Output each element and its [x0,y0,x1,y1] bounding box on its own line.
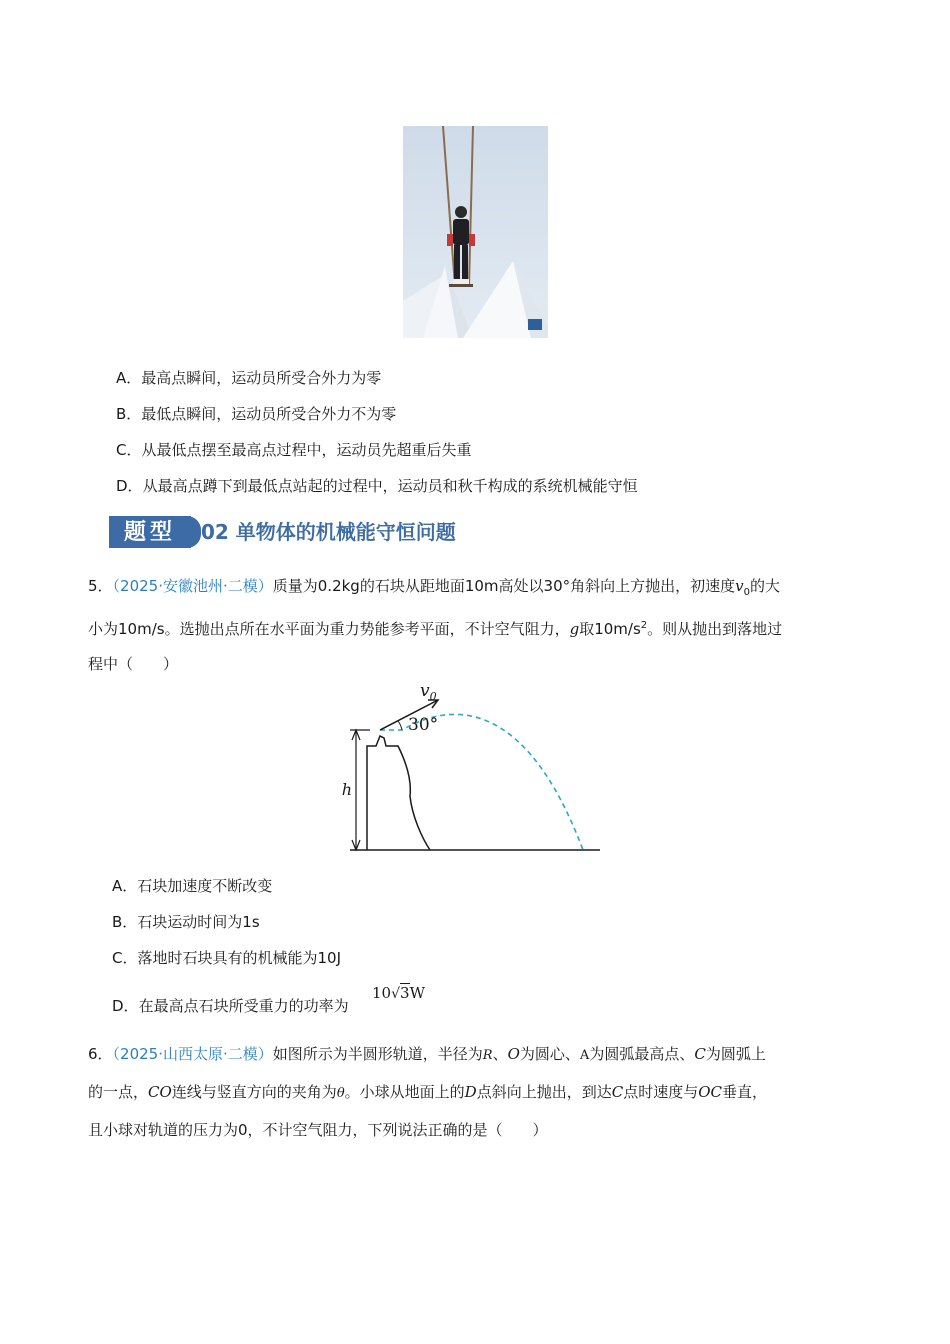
q5-line-1: 5．（2025·安徽池州·二模）质量为0.2kg的石块从距地面10m高处以30°角斜向上方抛出，初速度$v_0$的大 [88,577,780,598]
swing-photo-illustration [403,126,548,338]
q6-line-2: 的一点，CO连线与竖直方向的夹角为θ。小球从地面上的D点斜向上抛出，到达C点时速度与OC垂直， [88,1083,767,1101]
q5-line-3: 程中（ ） [88,655,179,673]
q6-source: （2025·山西太原·二模） [112,1045,273,1063]
q5-option-c: C．落地时石块具有的机械能为10J [112,949,341,967]
g-symbol: g [569,620,580,638]
q5-option-b: B．石块运动时间为1s [112,913,260,931]
cliff-outline [367,736,430,850]
q5-option-d: D．在最高点石块所受重力的功率为 [112,997,349,1015]
v0-symbol: v [735,577,744,595]
power-formula: 10√3W [372,984,425,1002]
section-banner [109,514,481,550]
q6-number: 6． [88,1045,113,1063]
projectile-diagram [340,678,605,858]
angle-label: 30° [408,715,439,735]
q5-number: 5． [88,577,113,595]
banner-badge-tail [187,516,201,548]
q5-option-a: A．石块加速度不断改变 [112,877,273,895]
angle-arc [398,721,402,730]
q5-line-2: 小为10m/s。选抛出点所在水平面为重力势能参考平面，不计空气阻力，g取$10m/s^2$。则从抛出到落地过 [88,620,783,638]
v0-diagram-label: $v_0$ [420,681,437,703]
q5-source: （2025·安徽池州·二模） [112,577,273,595]
banner-badge: 题型 [109,516,191,548]
q4-option-a: A．最高点瞬间，运动员所受合外力为零 [116,369,382,387]
q4-option-d: D．从最高点蹲下到最低点站起的过程中，运动员和秋千构成的系统机械能守恒 [116,477,638,495]
q6-line-1: 6．（2025·山西太原·二模）如图所示为半圆形轨道，半径为R、O为圆心、A为圆弧最高点、C为圆弧上 [88,1045,766,1063]
q6-line-3: 且小球对轨道的压力为0，不计空气阻力，下列说法正确的是（ ） [88,1121,548,1139]
q4-option-c: C．从最低点摆至最高点过程中，运动员先超重后失重 [116,441,472,459]
banner-title: 02 单物体的机械能守恒问题 [201,520,456,544]
h-label: h [341,780,352,799]
swing-photo [403,126,548,338]
q4-option-b: B．最低点瞬间，运动员所受合外力不为零 [116,405,397,423]
